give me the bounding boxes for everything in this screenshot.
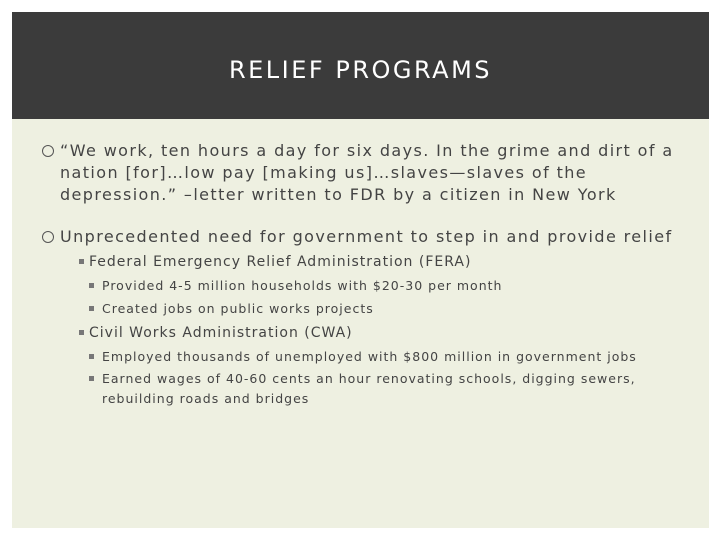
detail-cwa-wages <box>89 369 686 409</box>
detail-fera-jobs <box>89 299 686 319</box>
circle-bullet-icon <box>42 145 54 157</box>
bullet-relief-need-text: Unprecedented need for government to step in and provide relief <box>60 227 673 246</box>
square-bullet-icon <box>79 259 84 264</box>
detail-fera-households <box>89 276 686 296</box>
square-bullet-icon <box>89 376 94 381</box>
detail-cwa-employed-text: Employed thousands of unemployed with $800 million in government jobs <box>102 349 637 364</box>
sub-bullet-fera <box>79 252 686 272</box>
square-bullet-icon <box>89 283 94 288</box>
sub-bullet-fera-text: Federal Emergency Relief Administration (FERA) <box>89 254 472 270</box>
title-bar <box>12 12 709 119</box>
detail-cwa-employed <box>89 347 686 367</box>
slide-content <box>46 140 686 409</box>
bullet-relief-need <box>46 226 686 248</box>
sub-bullet-cwa-text: Civil Works Administration (CWA) <box>89 325 353 341</box>
detail-cwa-wages-text: Earned wages of 40-60 cents an hour renovating schools, digging sewers, rebuilding roads and bridges <box>102 371 636 406</box>
sub-bullet-cwa <box>79 323 686 343</box>
slide-title: RELIEF PROGRAMS <box>228 55 493 84</box>
square-bullet-icon <box>89 354 94 359</box>
bullet-quote-text: “We work, ten hours a day for six days. In the grime and dirt of a nation [for]…low pay [making us]…slaves—slaves of the depression.” –letter written to FDR by a citizen in New York <box>60 141 674 204</box>
detail-fera-jobs-text: Created jobs on public works projects <box>102 301 374 316</box>
bullet-quote <box>46 140 686 206</box>
square-bullet-icon <box>89 306 94 311</box>
detail-fera-households-text: Provided 4-5 million households with $20-30 per month <box>102 278 503 293</box>
circle-bullet-icon <box>42 231 54 243</box>
square-bullet-icon <box>79 330 84 335</box>
